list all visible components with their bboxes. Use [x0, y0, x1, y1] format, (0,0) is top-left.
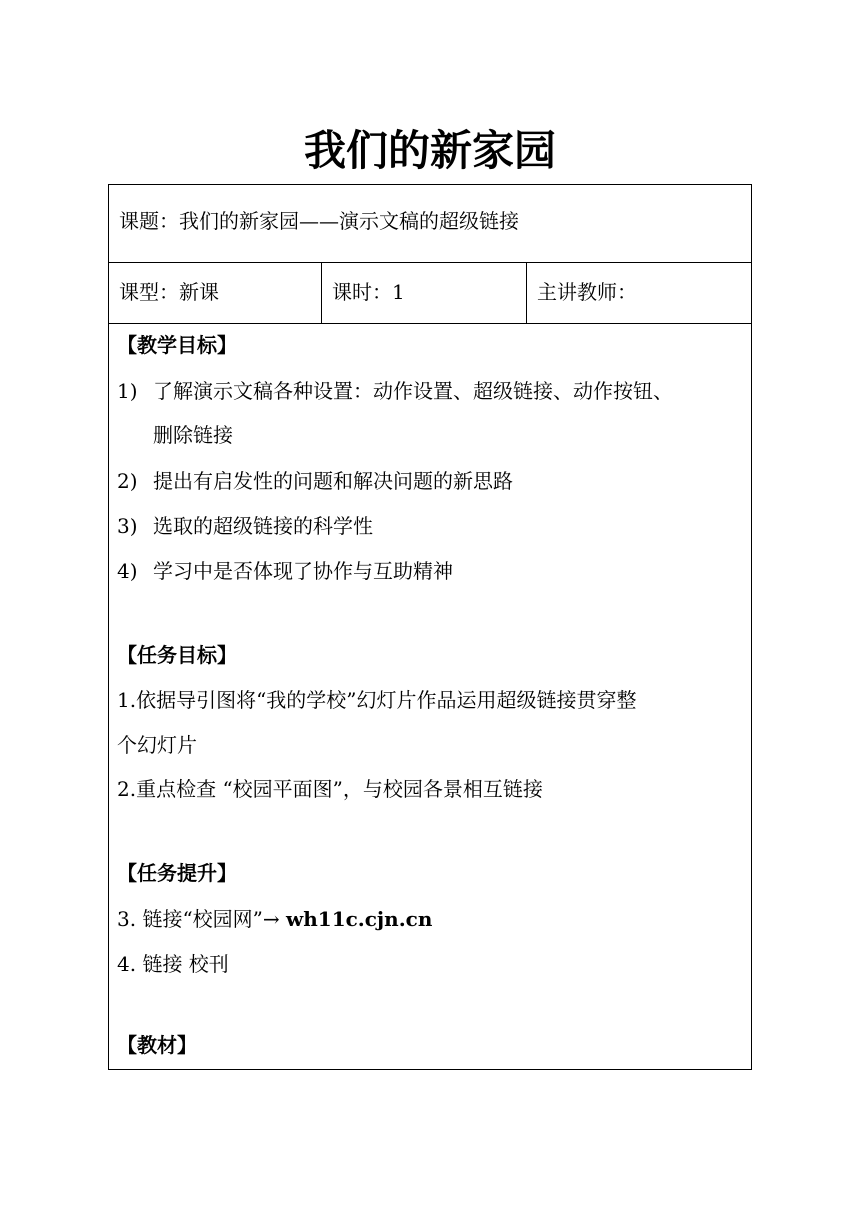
topic-row — [109, 185, 751, 263]
teaching-goal-item: 4) 学习中是否体现了协作与互助精神 — [117, 559, 453, 583]
task-goal-line: 2.重点检查 “校园平面图”，与校园各景相互链接 — [117, 777, 543, 801]
task-upgrade-item: 4. 链接 校刊 — [117, 952, 229, 976]
campus-site-link[interactable]: wh11c.cjn.cn — [286, 907, 433, 931]
meta-row — [109, 262, 751, 324]
task-upgrade-item: 3. 链接“校园网”→ wh11c.cjn.cn — [117, 907, 433, 931]
topic-text: 课题：我们的新家园——演示文稿的超级链接 — [119, 209, 519, 233]
task-upgrade-heading: 【任务提升】 — [117, 861, 237, 885]
lesson-plan-table — [108, 184, 752, 1070]
lesson-hours-cell: 课时：1 — [322, 262, 527, 323]
task-goal-line: 1.依据导引图将“我的学校”幻灯片作品运用超级链接贯穿整 — [117, 688, 637, 712]
teaching-goals-heading: 【教学目标】 — [117, 333, 237, 357]
teaching-goal-item-continued: 删除链接 — [153, 423, 233, 447]
materials-heading: 【教材】 — [117, 1033, 197, 1057]
teaching-goal-item: 3) 选取的超级链接的科学性 — [117, 514, 373, 538]
teaching-goal-item: 2) 提出有启发性的问题和解决问题的新思路 — [117, 469, 513, 493]
teaching-goal-item: 1) 了解演示文稿各种设置：动作设置、超级链接、动作按钮、 — [117, 379, 673, 403]
task-goal-line-continued: 个幻灯片 — [117, 733, 197, 757]
lesson-type-cell: 课型：新课 — [109, 262, 322, 323]
teacher-cell: 主讲教师： — [537, 280, 637, 304]
page-title: 我们的新家园 — [303, 126, 556, 175]
task-goals-heading: 【任务目标】 — [117, 643, 237, 667]
